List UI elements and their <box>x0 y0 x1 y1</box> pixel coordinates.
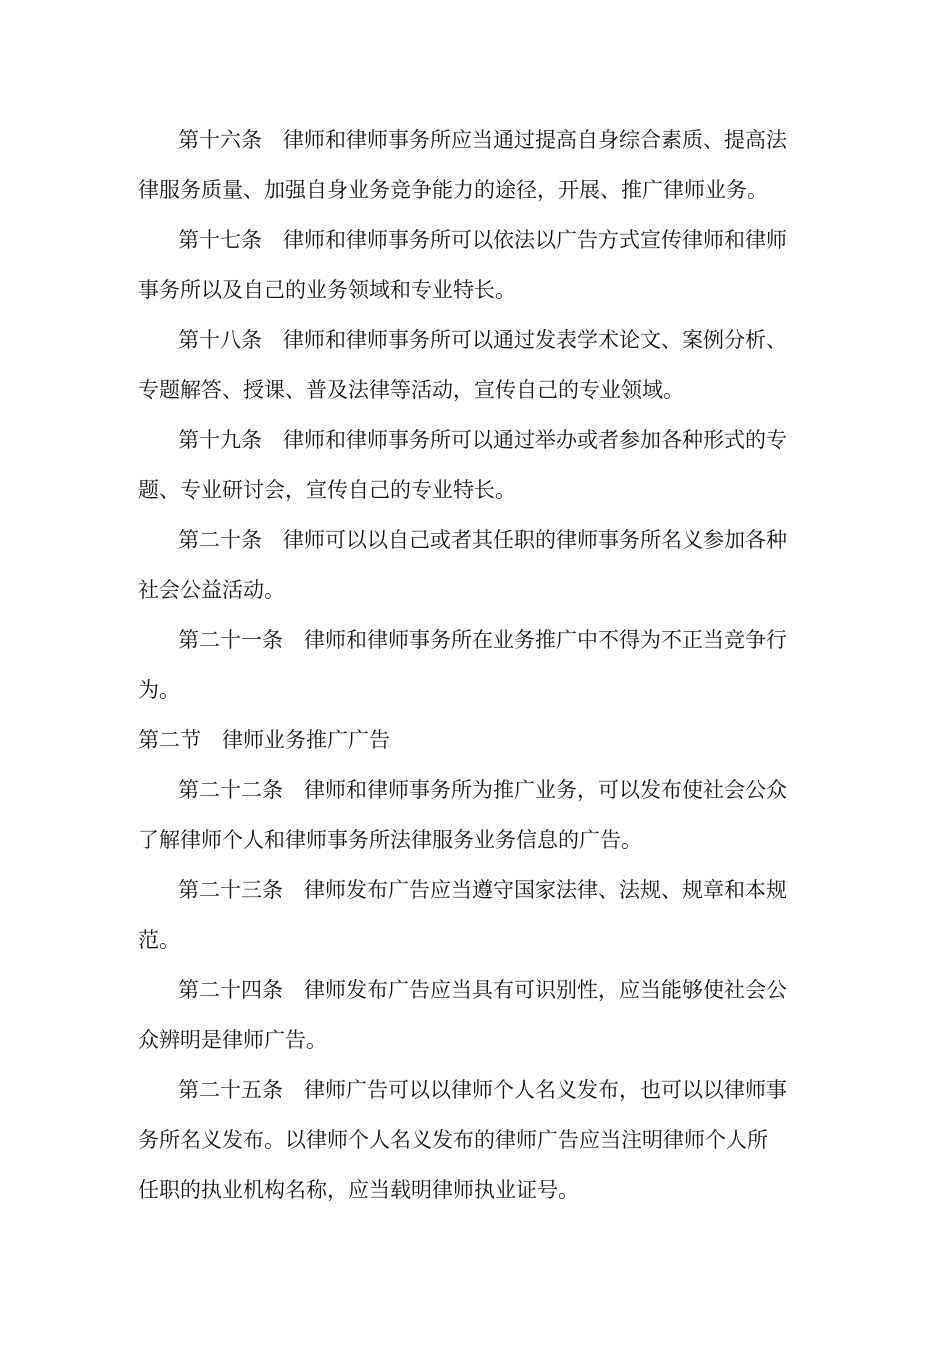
article-22-line-1: 第二十二条 律师和律师事务所为推广业务，可以发布使社会公众 <box>178 778 787 802</box>
article-21-line-1: 第二十一条 律师和律师事务所在业务推广中不得为不正当竞争行 <box>178 628 787 652</box>
article-18-line-2: 专题解答、授课、普及法律等活动，宣传自己的专业领域。 <box>138 378 684 402</box>
article-25-line-3: 任职的执业机构名称，应当载明律师执业证号。 <box>138 1178 579 1202</box>
article-24-line-2: 众辨明是律师广告。 <box>138 1028 327 1052</box>
article-16-line-1: 第十六条 律师和律师事务所应当通过提高自身综合素质、提高法 <box>178 128 787 152</box>
article-24-line-1: 第二十四条 律师发布广告应当具有可识别性，应当能够使社会公 <box>178 978 787 1002</box>
article-25-line-1: 第二十五条 律师广告可以以律师个人名义发布，也可以以律师事 <box>178 1078 787 1102</box>
article-20-line-2: 社会公益活动。 <box>138 578 285 602</box>
article-18-line-1: 第十八条 律师和律师事务所可以通过发表学术论文、案例分析、 <box>178 328 787 352</box>
article-17-line-1: 第十七条 律师和律师事务所可以依法以广告方式宣传律师和律师 <box>178 228 787 252</box>
article-19-line-1: 第十九条 律师和律师事务所可以通过举办或者参加各种形式的专 <box>178 428 787 452</box>
article-22-line-2: 了解律师个人和律师事务所法律服务业务信息的广告。 <box>138 828 642 852</box>
article-16-line-2: 律服务质量、加强自身业务竞争能力的途径，开展、推广律师业务。 <box>138 178 768 202</box>
article-20-line-1: 第二十条 律师可以以自己或者其任职的律师事务所名义参加各种 <box>178 528 787 552</box>
article-17-line-2: 事务所以及自己的业务领域和专业特长。 <box>138 278 516 302</box>
section-heading: 第二节 律师业务推广广告 <box>138 728 390 752</box>
article-19-line-2: 题、专业研讨会，宣传自己的专业特长。 <box>138 478 516 502</box>
article-25-line-2: 务所名义发布。以律师个人名义发布的律师广告应当注明律师个人所 <box>138 1128 768 1152</box>
article-23-line-1: 第二十三条 律师发布广告应当遵守国家法律、法规、规章和本规 <box>178 878 787 902</box>
article-21-line-2: 为。 <box>138 678 180 702</box>
article-23-line-2: 范。 <box>138 928 180 952</box>
